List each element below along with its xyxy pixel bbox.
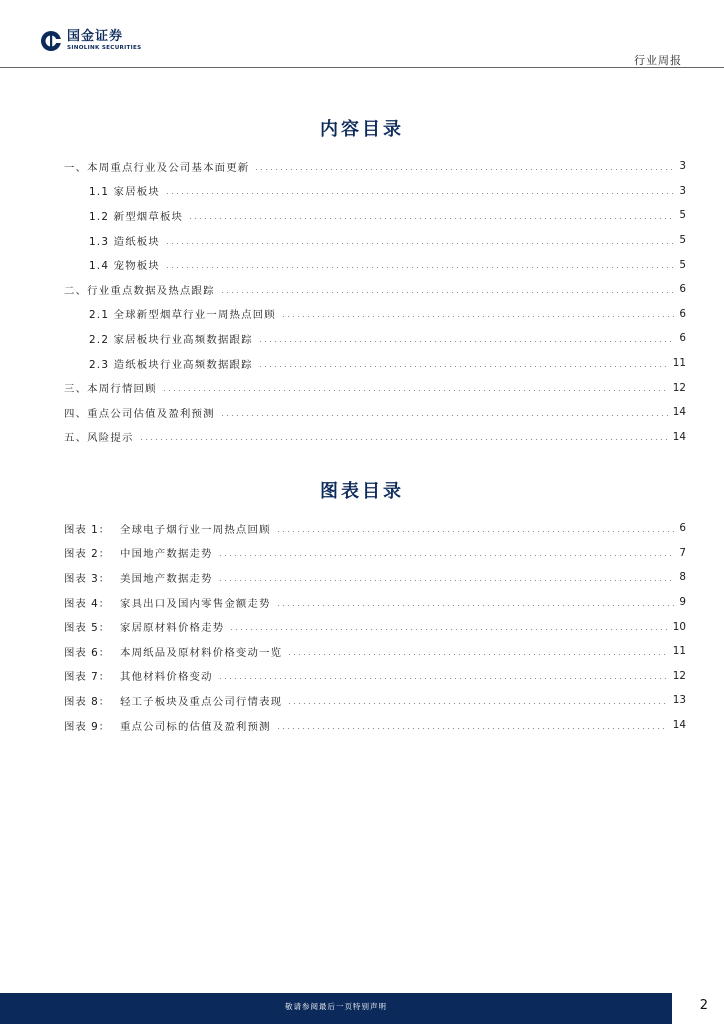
toc-entry-page: 11 <box>672 357 686 370</box>
toc-leader-dots <box>220 292 675 293</box>
logo-english-name: SINOLINK SECURITIES <box>67 45 142 51</box>
toc-title: 内容目录 <box>320 119 404 140</box>
figure-entry-number: 图表 1： <box>64 523 111 536</box>
toc-entry-label: 1.2 新型烟草板块 <box>89 210 184 223</box>
toc-entry-label: 四、重点公司估值及盈利预测 <box>64 407 215 420</box>
footer-disclaimer: 敬请参阅最后一页特别声明 <box>285 1002 387 1011</box>
figure-leader-dots <box>276 605 675 606</box>
figure-leader-dots <box>218 580 675 581</box>
toc-entry-label: 2.2 家居板块行业高频数据跟踪 <box>89 333 253 346</box>
figure-entry-label: 重点公司标的估值及盈利预测 <box>120 720 271 733</box>
toc-entry-page: 12 <box>672 381 686 394</box>
toc-leader-dots <box>165 243 674 244</box>
company-logo <box>40 30 142 52</box>
figure-entry[interactable] <box>64 541 686 566</box>
page-header <box>0 0 724 70</box>
toc-entry[interactable] <box>64 351 686 376</box>
figure-leader-dots <box>229 629 667 630</box>
sinolink-logo-icon <box>40 30 62 52</box>
figure-entry-page: 13 <box>672 694 686 707</box>
toc-entry-label: 五、风险提示 <box>64 432 134 445</box>
toc-leader-dots <box>258 341 675 342</box>
toc-entry-label: 二、行业重点数据及热点跟踪 <box>64 284 215 297</box>
report-type-label: 行业周报 <box>634 54 682 67</box>
figure-entry[interactable] <box>64 664 686 689</box>
figure-entry-number: 图表 3： <box>64 572 111 585</box>
toc-entry-label: 2.1 全球新型烟草行业一周热点回顾 <box>89 309 276 322</box>
figure-entry-label: 家具出口及国内零售金额走势 <box>120 597 271 610</box>
figure-entry-label: 轻工子板块及重点公司行情表现 <box>120 695 283 708</box>
toc-entry[interactable] <box>64 154 686 179</box>
figure-entry[interactable] <box>64 713 686 738</box>
toc-entry-page: 5 <box>679 258 686 271</box>
figure-entry-page: 14 <box>672 719 686 732</box>
toc-leader-dots <box>139 439 668 440</box>
toc-entry-label: 1.3 造纸板块 <box>89 235 160 248</box>
figure-leader-dots <box>218 678 668 679</box>
toc-entry-page: 6 <box>679 283 686 296</box>
list-of-figures <box>64 516 686 737</box>
figure-entry-number: 图表 9： <box>64 720 111 733</box>
figure-leader-dots <box>287 654 667 655</box>
figure-entry-label: 其他材料价格变动 <box>120 671 213 684</box>
figure-entry-label: 家居原材料价格走势 <box>120 622 225 635</box>
figure-entry[interactable] <box>64 516 686 541</box>
figure-leader-dots <box>218 555 675 556</box>
figure-entry-page: 12 <box>672 669 686 682</box>
toc-entry[interactable] <box>64 425 686 450</box>
toc-entry-page: 5 <box>679 234 686 247</box>
toc-entry[interactable] <box>64 277 686 302</box>
toc-entry-label: 三、本周行情回顾 <box>64 383 157 396</box>
figure-leader-dots <box>276 728 668 729</box>
toc-leader-dots <box>254 169 674 170</box>
header-divider <box>0 67 724 68</box>
figure-entry-page: 10 <box>672 620 686 633</box>
toc-entry-label: 2.3 造纸板块行业高频数据跟踪 <box>89 358 253 371</box>
figure-entry[interactable] <box>64 688 686 713</box>
toc-entry[interactable] <box>64 252 686 277</box>
toc-entry-page: 6 <box>679 307 686 320</box>
toc-entry-page: 3 <box>679 184 686 197</box>
toc-leader-dots <box>258 366 668 367</box>
figures-title: 图表目录 <box>320 481 404 502</box>
toc-entry-label: 一、本周重点行业及公司基本面更新 <box>64 161 250 174</box>
toc-entry[interactable] <box>64 302 686 327</box>
toc-leader-dots <box>162 390 668 391</box>
toc-entry[interactable] <box>64 179 686 204</box>
toc-entry[interactable] <box>64 228 686 253</box>
figure-leader-dots <box>276 531 675 532</box>
figure-entry-page: 9 <box>679 596 686 609</box>
toc-entry-page: 5 <box>679 209 686 222</box>
page-number: 2 <box>699 998 708 1013</box>
figure-entry-number: 图表 8： <box>64 695 111 708</box>
toc-entry[interactable] <box>64 326 686 351</box>
figure-entry-label: 全球电子烟行业一周热点回顾 <box>120 523 271 536</box>
toc-entry-page: 3 <box>679 160 686 173</box>
toc-entry[interactable] <box>64 400 686 425</box>
toc-entry-label: 1.4 宠物板块 <box>89 260 160 273</box>
toc-entry-label: 1.1 家居板块 <box>89 186 160 199</box>
logo-chinese-name: 国金证券 <box>67 29 124 44</box>
figure-entry-number: 图表 2： <box>64 548 111 561</box>
toc-entry-page: 14 <box>672 406 686 419</box>
figure-entry[interactable] <box>64 590 686 615</box>
toc-leader-dots <box>188 218 674 219</box>
figure-entry-number: 图表 4： <box>64 597 111 610</box>
toc-leader-dots <box>165 267 674 268</box>
figure-entry-label: 美国地产数据走势 <box>120 572 213 585</box>
figure-entry-number: 图表 6： <box>64 646 111 659</box>
toc-leader-dots <box>281 316 674 317</box>
toc-entry[interactable] <box>64 203 686 228</box>
figure-entry-page: 7 <box>679 546 686 559</box>
toc-entry[interactable] <box>64 375 686 400</box>
figure-entry[interactable] <box>64 639 686 664</box>
toc-leader-dots <box>165 193 674 194</box>
figure-leader-dots <box>287 703 667 704</box>
figure-entry[interactable] <box>64 565 686 590</box>
figure-entry-page: 11 <box>672 645 686 658</box>
toc-entry-page: 6 <box>679 332 686 345</box>
figure-entry-number: 图表 5： <box>64 622 111 635</box>
table-of-contents <box>64 154 686 449</box>
figure-entry-page: 6 <box>679 522 686 535</box>
toc-entry-page: 14 <box>672 430 686 443</box>
figure-entry-page: 8 <box>679 571 686 584</box>
figure-entry-label: 本周纸品及原材料价格变动一览 <box>120 646 283 659</box>
figure-entry[interactable] <box>64 614 686 639</box>
figure-entry-number: 图表 7： <box>64 671 111 684</box>
figure-entry-label: 中国地产数据走势 <box>120 548 213 561</box>
toc-leader-dots <box>220 415 668 416</box>
